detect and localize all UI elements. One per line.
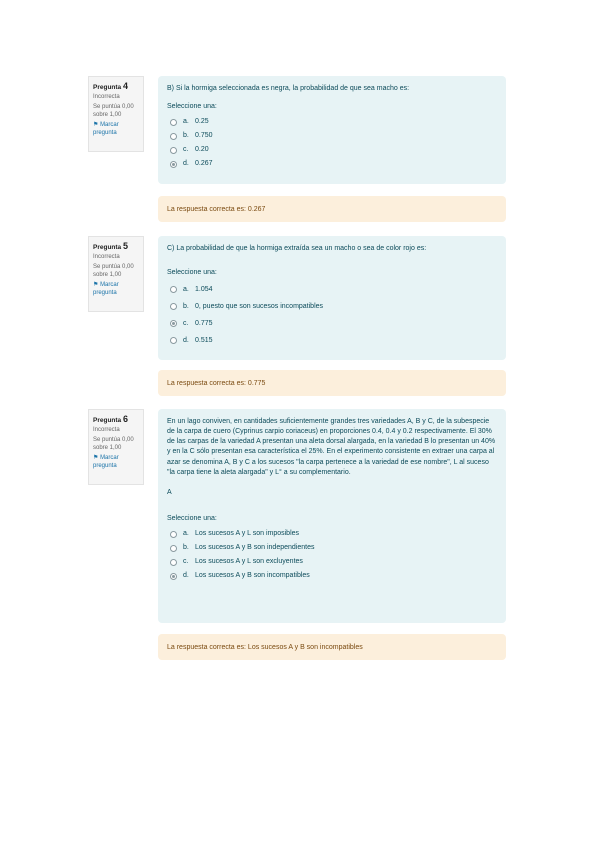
flag-icon: ⚑ <box>93 122 99 129</box>
radio-button[interactable] <box>170 545 177 552</box>
flag-question-link[interactable]: ⚑ Marcar pregunta <box>93 282 119 297</box>
answer-options <box>170 527 497 583</box>
flag-icon: ⚑ <box>93 455 99 462</box>
radio-button[interactable] <box>170 559 177 566</box>
question-formulation-5 <box>158 236 506 360</box>
answer-option-a[interactable]: a. 1.054 <box>170 281 497 298</box>
answer-prompt: Seleccione una: <box>167 103 217 111</box>
radio-button[interactable] <box>170 119 177 126</box>
question-text: C) La probabilidad de que la hormiga extraída sea un macho o sea de color rojo es: <box>167 245 427 252</box>
question-number: Pregunta 4 <box>93 81 128 91</box>
answer-options <box>170 115 497 171</box>
answer-option-b[interactable]: b. Los sucesos A y B son independientes <box>170 541 497 555</box>
question-info-5 <box>88 236 144 312</box>
question-status: Incorrecta <box>93 253 120 260</box>
correct-answer-feedback-6: La respuesta correcta es: Los sucesos A y B son incompatibles <box>158 634 506 660</box>
flag-icon: ⚑ <box>93 282 99 289</box>
correct-answer-feedback-4: La respuesta correcta es: 0.267 <box>158 196 506 222</box>
radio-button[interactable] <box>170 303 177 310</box>
radio-button[interactable] <box>170 147 177 154</box>
question-score: Se puntúa 0,00 sobre 1,00 <box>93 436 134 451</box>
question-text: B) Si la hormiga seleccionada es negra, la probabilidad de que sea macho es: <box>167 85 410 92</box>
radio-button-selected[interactable] <box>170 161 177 168</box>
answer-option-b[interactable]: b. 0.750 <box>170 129 497 143</box>
answer-option-a[interactable]: a. Los sucesos A y L son imposibles <box>170 527 497 541</box>
question-info-4 <box>88 76 144 152</box>
answer-option-b[interactable]: b. 0, puesto que son sucesos incompatibles <box>170 298 497 315</box>
question-formulation-6 <box>158 409 506 623</box>
answer-option-c[interactable]: c. 0.20 <box>170 143 497 157</box>
question-number: Pregunta 5 <box>93 241 128 251</box>
answer-option-d[interactable]: d. 0.515 <box>170 332 497 349</box>
question-subpart-label: A <box>167 488 172 496</box>
question-number: Pregunta 6 <box>93 414 128 424</box>
radio-button[interactable] <box>170 337 177 344</box>
question-status: Incorrecta <box>93 426 120 433</box>
answer-option-c[interactable]: c. 0.775 <box>170 315 497 332</box>
answer-prompt: Seleccione una: <box>167 514 217 522</box>
answer-option-a[interactable]: a. 0.25 <box>170 115 497 129</box>
question-text: En un lago conviven, en cantidades suficientemente grandes tres variedades A, B y C, de la subespecie de la carpa de cuero (Cyprinus carpio coriaceus) en proporciones 0.4, 0.4 y 0.2 respectivamente. El 30% de las carpas de la variedad A presentan una aleta dorsal alargada, en la variedad B lo presentan un 40% y en la C sólo presentan esa característica el 25%. En el experimento consistente en extraer una carpa al azar se denomina A, B y C a los sucesos "la carpa pertenece a la variedad de ese nombre", L al suceso "la carpa tiene la aleta alargada" y L° a su complementario. <box>167 418 496 476</box>
radio-button-selected[interactable] <box>170 573 177 580</box>
question-status: Incorrecta <box>93 93 120 100</box>
answer-prompt: Seleccione una: <box>167 269 217 277</box>
correct-answer-feedback-5: La respuesta correcta es: 0.775 <box>158 370 506 396</box>
question-score: Se puntúa 0,00 sobre 1,00 <box>93 263 134 278</box>
answer-options <box>170 281 497 349</box>
radio-button[interactable] <box>170 133 177 140</box>
radio-button[interactable] <box>170 531 177 538</box>
question-info-6 <box>88 409 144 485</box>
question-formulation-4 <box>158 76 506 184</box>
radio-button[interactable] <box>170 286 177 293</box>
flag-question-link[interactable]: ⚑ Marcar pregunta <box>93 455 119 470</box>
question-score: Se puntúa 0,00 sobre 1,00 <box>93 103 134 118</box>
answer-option-d[interactable]: d. 0.267 <box>170 157 497 171</box>
answer-option-d[interactable]: d. Los sucesos A y B son incompatibles <box>170 569 497 583</box>
radio-button-selected[interactable] <box>170 320 177 327</box>
answer-option-c[interactable]: c. Los sucesos A y L son excluyentes <box>170 555 497 569</box>
flag-question-link[interactable]: ⚑ Marcar pregunta <box>93 122 119 137</box>
